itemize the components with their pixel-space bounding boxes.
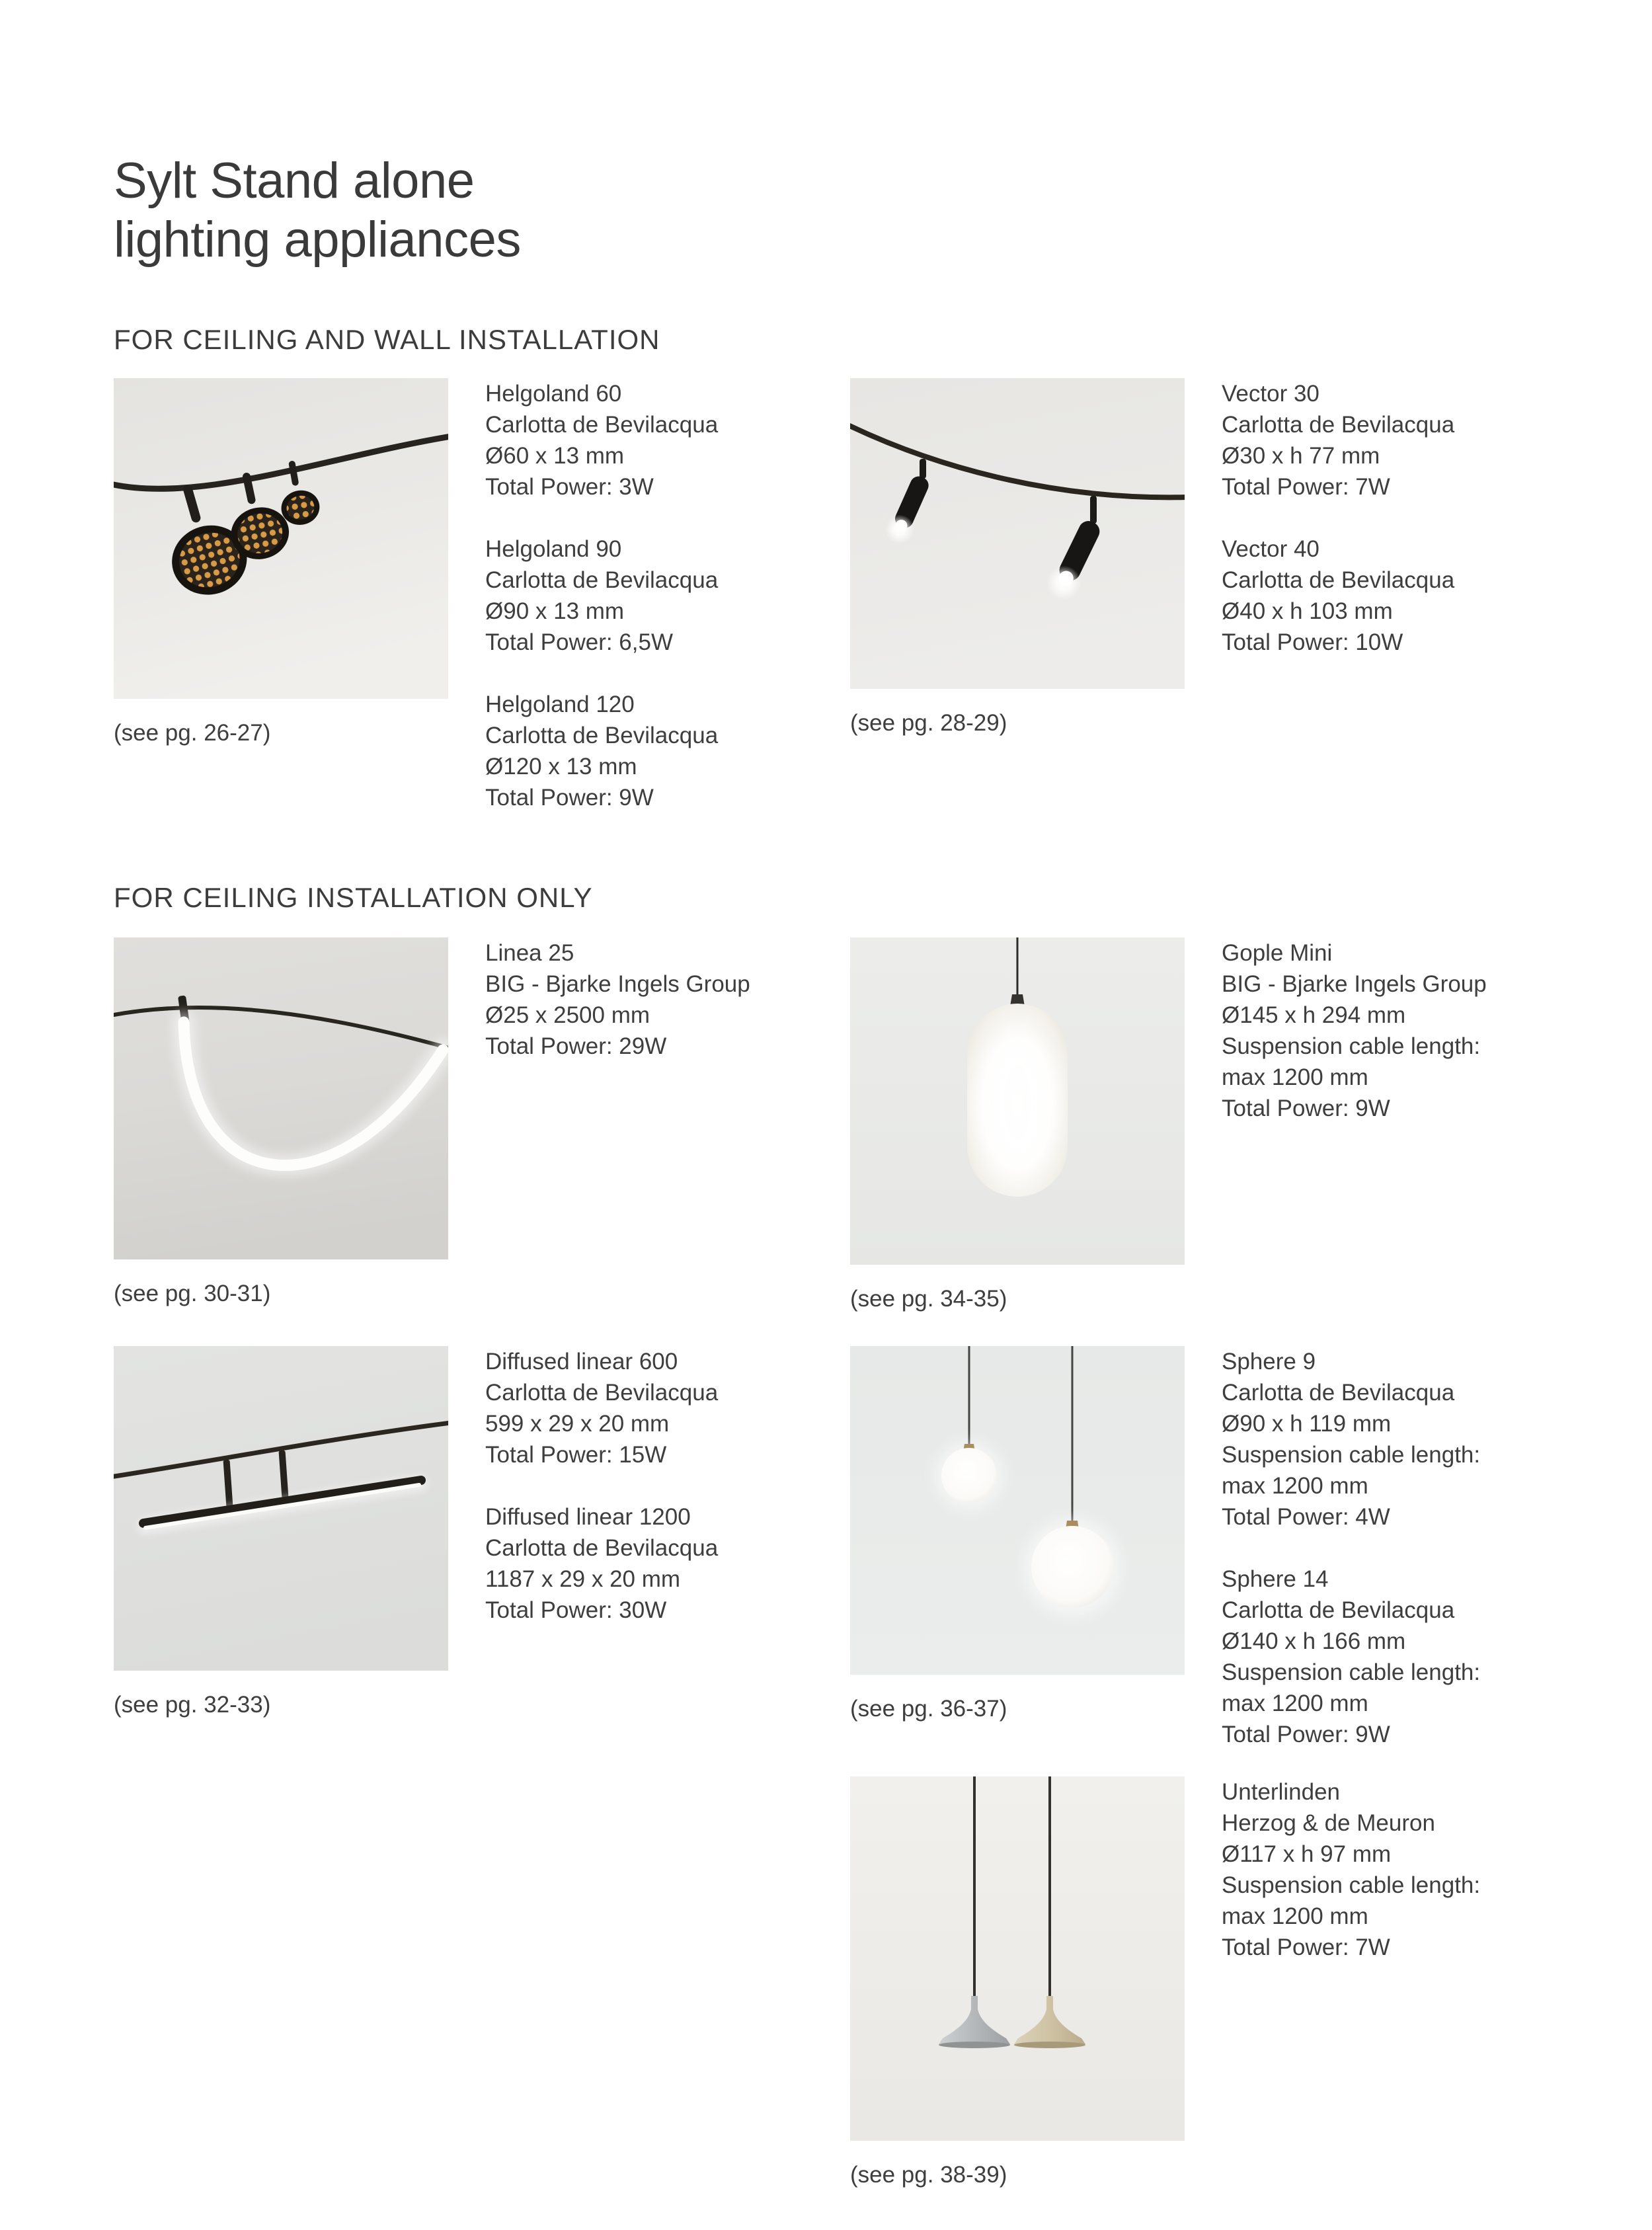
total-power: Total Power: 7W xyxy=(1222,1934,1390,1960)
page-reference: (see pg. 38-39) xyxy=(850,2161,1007,2188)
spec-block xyxy=(485,378,789,502)
product-cell-diffused-linear xyxy=(114,1346,814,1720)
total-power: Total Power: 29W xyxy=(485,1033,667,1059)
product-cell-gople xyxy=(850,937,1551,1314)
product-row xyxy=(114,937,1652,1314)
total-power: Total Power: 15W xyxy=(485,1441,667,1468)
figure-column xyxy=(114,1346,448,1720)
linea-product-photo xyxy=(114,937,448,1259)
gople-product-photo xyxy=(850,937,1185,1265)
spec-block xyxy=(485,937,789,1062)
cable-length-label: Suspension cable length: xyxy=(1222,1033,1481,1059)
spec-column xyxy=(1222,1776,1526,1963)
spec-block xyxy=(485,534,789,658)
total-power: Total Power: 6,5W xyxy=(485,629,673,655)
total-power: Total Power: 7W xyxy=(1222,473,1390,500)
spec-block xyxy=(485,1346,789,1470)
page-title-line-2: lighting appliances xyxy=(114,211,521,268)
dimensions: 599 x 29 x 20 mm xyxy=(485,1410,670,1437)
page-reference: (see pg. 32-33) xyxy=(114,1691,271,1718)
product-name: Vector 40 xyxy=(1222,536,1319,562)
product-name: Helgoland 60 xyxy=(485,380,622,407)
designer-name: Carlotta de Bevilacqua xyxy=(485,411,719,438)
designer-name: Carlotta de Bevilacqua xyxy=(485,567,719,593)
spec-block xyxy=(1222,1776,1526,1963)
dimensions: Ø140 x h 166 mm xyxy=(1222,1628,1406,1654)
sphere-product-photo xyxy=(850,1346,1185,1675)
vector-illustration xyxy=(850,378,1185,689)
spec-block xyxy=(1222,937,1526,1124)
dimensions: 1187 x 29 x 20 mm xyxy=(485,1566,681,1592)
sphere-illustration xyxy=(850,1346,1185,1675)
spec-block xyxy=(485,689,789,813)
spec-column xyxy=(485,1346,789,1626)
spec-column xyxy=(485,937,789,1062)
designer-name: Herzog & de Meuron xyxy=(1222,1810,1435,1836)
unterlinden-product-photo xyxy=(850,1776,1185,2141)
cable-length-label: Suspension cable length: xyxy=(1222,1441,1481,1468)
designer-name: Carlotta de Bevilacqua xyxy=(1222,567,1455,593)
dimensions: Ø90 x h 119 mm xyxy=(1222,1410,1392,1437)
page-reference: (see pg. 30-31) xyxy=(114,1280,271,1306)
designer-name: Carlotta de Bevilacqua xyxy=(1222,411,1455,438)
spec-block xyxy=(1222,378,1526,502)
product-cell-vector xyxy=(850,378,1551,738)
product-cell-sphere xyxy=(850,1346,1551,1750)
designer-name: Carlotta de Bevilacqua xyxy=(485,722,719,748)
product-name: Sphere 9 xyxy=(1222,1348,1316,1374)
product-row xyxy=(114,1346,1652,1750)
page-reference: (see pg. 36-37) xyxy=(850,1695,1007,1722)
diffused-linear-illustration xyxy=(114,1346,448,1671)
page-reference: (see pg. 26-27) xyxy=(114,719,271,746)
total-power: Total Power: 9W xyxy=(1222,1095,1390,1121)
spec-column xyxy=(1222,937,1526,1124)
dimensions: Ø30 x h 77 mm xyxy=(1222,442,1380,469)
spec-block xyxy=(485,1501,789,1626)
figure-column xyxy=(850,1776,1185,2190)
total-power: Total Power: 10W xyxy=(1222,629,1403,655)
dimensions: Ø40 x h 103 mm xyxy=(1222,598,1393,624)
total-power: Total Power: 4W xyxy=(1222,1503,1390,1530)
cable-length-value: max 1200 mm xyxy=(1222,1472,1368,1499)
unterlinden-illustration xyxy=(850,1776,1185,2141)
product-cell-helgoland xyxy=(114,378,814,813)
dimensions: Ø90 x 13 mm xyxy=(485,598,625,624)
total-power: Total Power: 9W xyxy=(1222,1721,1390,1747)
section-heading-ceiling-only: FOR CEILING INSTALLATION ONLY xyxy=(114,881,593,913)
section-heading-ceiling-and-wall: FOR CEILING AND WALL INSTALLATION xyxy=(114,323,660,355)
cable-length-value: max 1200 mm xyxy=(1222,1064,1368,1090)
designer-name: BIG - Bjarke Ingels Group xyxy=(485,971,750,997)
spec-column xyxy=(485,378,789,813)
page-reference: (see pg. 28-29) xyxy=(850,709,1007,736)
designer-name: BIG - Bjarke Ingels Group xyxy=(1222,971,1487,997)
product-name: Helgoland 90 xyxy=(485,536,622,562)
product-name: Vector 30 xyxy=(1222,380,1319,407)
spec-block xyxy=(1222,534,1526,658)
vector-product-photo xyxy=(850,378,1185,689)
spec-column xyxy=(1222,378,1526,658)
figure-column xyxy=(850,378,1185,738)
figure-column xyxy=(114,378,448,748)
gople-illustration xyxy=(850,937,1185,1265)
page-title xyxy=(114,152,1652,270)
product-cell-linea xyxy=(114,937,814,1309)
helgoland-product-photo xyxy=(114,378,448,699)
dimensions: Ø60 x 13 mm xyxy=(485,442,625,469)
dimensions: Ø120 x 13 mm xyxy=(485,753,637,779)
spec-block xyxy=(1222,1564,1526,1750)
page-title-line-1: Sylt Stand alone xyxy=(114,153,475,209)
product-row xyxy=(114,378,1652,813)
total-power: Total Power: 30W xyxy=(485,1597,667,1623)
spec-column xyxy=(1222,1346,1526,1750)
product-name: Gople Mini xyxy=(1222,939,1333,966)
dimensions: Ø117 x h 97 mm xyxy=(1222,1841,1392,1867)
product-name: Unterlinden xyxy=(1222,1778,1340,1805)
dimensions: Ø25 x 2500 mm xyxy=(485,1002,650,1028)
spec-block xyxy=(1222,1346,1526,1533)
product-name: Diffused linear 1200 xyxy=(485,1503,691,1530)
product-row xyxy=(114,1776,1652,2190)
cable-length-label: Suspension cable length: xyxy=(1222,1872,1481,1898)
cable-length-value: max 1200 mm xyxy=(1222,1690,1368,1716)
diffused-linear-product-photo xyxy=(114,1346,448,1671)
linea-illustration xyxy=(114,937,448,1259)
cable-length-label: Suspension cable length: xyxy=(1222,1659,1481,1685)
total-power: Total Power: 9W xyxy=(485,784,654,811)
helgoland-illustration xyxy=(114,378,448,699)
dimensions: Ø145 x h 294 mm xyxy=(1222,1002,1406,1028)
cable-length-value: max 1200 mm xyxy=(1222,1903,1368,1929)
total-power: Total Power: 3W xyxy=(485,473,654,500)
product-name: Helgoland 120 xyxy=(485,691,635,717)
designer-name: Carlotta de Bevilacqua xyxy=(1222,1379,1455,1406)
designer-name: Carlotta de Bevilacqua xyxy=(485,1534,719,1561)
page-reference: (see pg. 34-35) xyxy=(850,1285,1007,1312)
designer-name: Carlotta de Bevilacqua xyxy=(485,1379,719,1406)
product-name: Linea 25 xyxy=(485,939,574,966)
designer-name: Carlotta de Bevilacqua xyxy=(1222,1597,1455,1623)
product-cell-unterlinden xyxy=(850,1776,1551,2190)
figure-column xyxy=(850,937,1185,1314)
figure-column xyxy=(114,937,448,1309)
product-name: Sphere 14 xyxy=(1222,1566,1329,1592)
product-name: Diffused linear 600 xyxy=(485,1348,678,1374)
figure-column xyxy=(850,1346,1185,1724)
